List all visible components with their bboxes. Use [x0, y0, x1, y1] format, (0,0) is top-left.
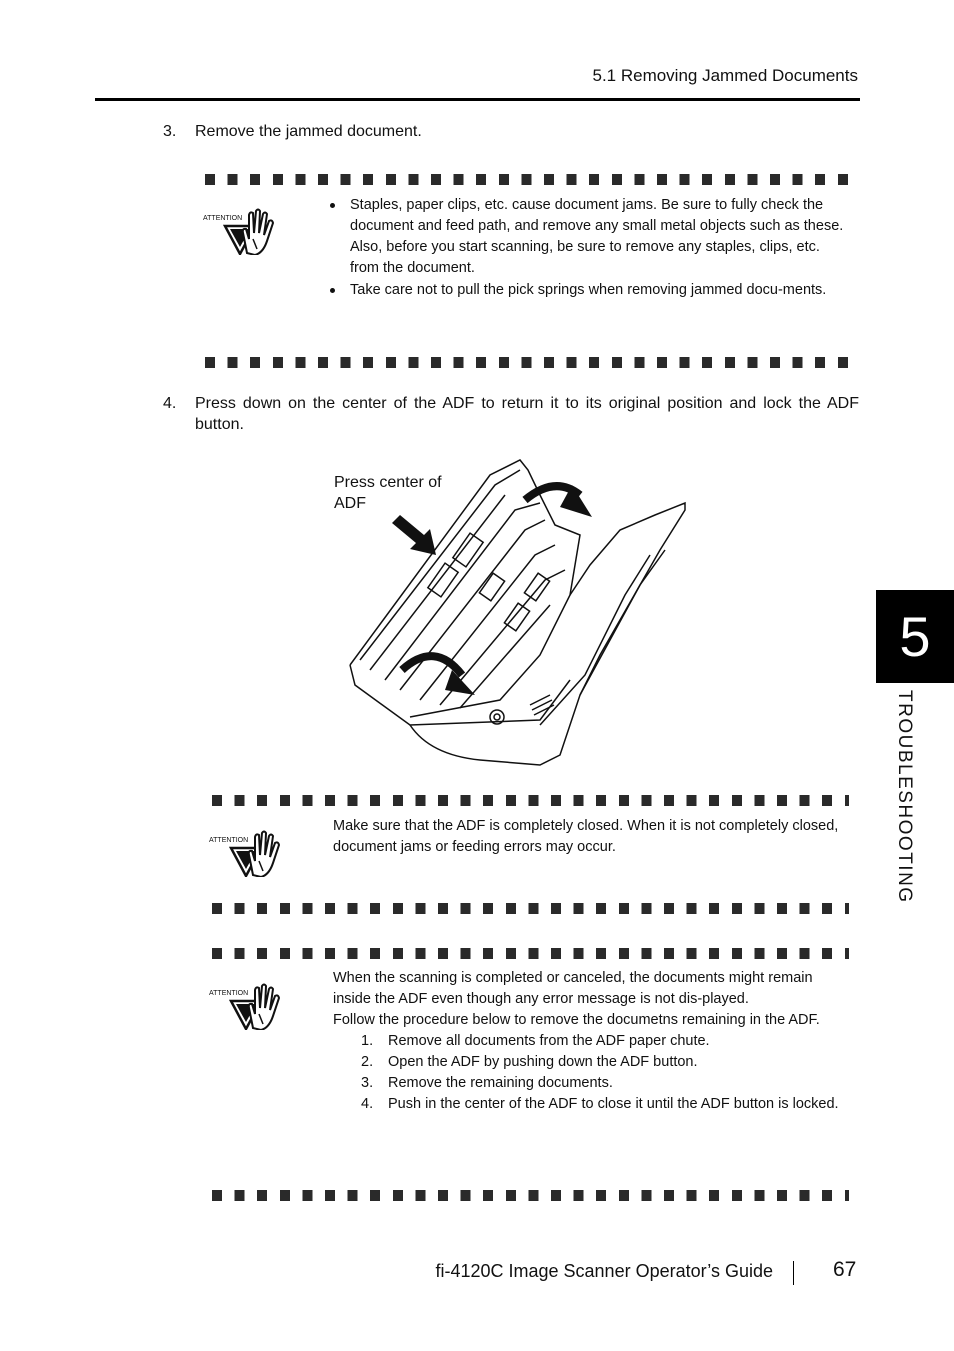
footer-guide-title: fi-4120C Image Scanner Operator’s Guide [435, 1261, 773, 1281]
step-text: Remove the jammed document. [195, 123, 422, 140]
note-bottom-border [212, 1190, 849, 1201]
bullet-item [328, 195, 849, 279]
list-text: Remove the remaining documents. [388, 1075, 613, 1091]
note-paragraph: When the scanning is completed or canceled, the documents might remain inside the ADF even though any error message is not dis-played. [333, 970, 813, 1007]
step-text: Press down on the center of the ADF to return it to its original position and lock the ADF button. [195, 395, 859, 433]
scanner-illustration [340, 455, 690, 770]
note-paragraph: Follow the procedure below to remove the documetns remaining in the ADF. [333, 1012, 820, 1028]
attention-icon-wrap [203, 203, 283, 260]
attention-icon-wrap [209, 978, 289, 1035]
step-3 [163, 121, 859, 143]
chapter-title: TROUBLESHOOTING [894, 690, 915, 904]
list-item [333, 1052, 849, 1073]
attention-label: ATTENTION [209, 837, 249, 844]
list-text: Open the ADF by pushing down the ADF button. [388, 1054, 698, 1070]
note-2-text: Make sure that the ADF is completely closed. When it is not completely closed, document jams or feeding errors may occur. [333, 818, 839, 855]
footer-separator [793, 1261, 794, 1285]
list-number: 3. [361, 1075, 374, 1091]
list-text: Push in the center of the ADF to close it until the ADF button is locked. [388, 1096, 839, 1112]
bullet-item [328, 280, 849, 301]
procedure-list [333, 1031, 849, 1115]
list-item [333, 1031, 849, 1052]
bullet-text: Staples, paper clips, etc. cause document jams. Be sure to fully check the document and feed path, and remove any small metal objects such as these. [350, 197, 844, 234]
bullet-text: Take care not to pull the pick springs when removing jammed docu-ments. [350, 282, 827, 298]
bullet-list [328, 195, 849, 301]
chapter-tab: 5 [876, 590, 954, 683]
bullet-text-2: Also, before you start scanning, be sure to remove any staples, clips, etc. from the document. [350, 239, 820, 276]
header-rule [95, 98, 860, 101]
attention-hand-icon [209, 825, 289, 877]
list-number: 2. [361, 1054, 374, 1070]
list-item [333, 1094, 849, 1115]
attention-hand-icon [203, 203, 283, 255]
note-bottom-border [205, 357, 849, 368]
attention-label: ATTENTION [203, 215, 243, 222]
step-4 [163, 393, 859, 437]
attention-icon-wrap [209, 825, 289, 882]
page-number: 67 [833, 1258, 857, 1281]
arrow-icon [392, 515, 438, 557]
note-top-border [212, 948, 849, 959]
note-bottom-border [212, 903, 849, 914]
note-1-text [328, 195, 849, 302]
attention-label: ATTENTION [209, 990, 249, 997]
list-number: 4. [361, 1096, 374, 1112]
list-item [333, 1073, 849, 1094]
list-text: Remove all documents from the ADF paper chute. [388, 1033, 710, 1049]
note-3-text [333, 968, 849, 1115]
step-number: 4. [163, 395, 177, 412]
note-top-border [205, 174, 849, 185]
section-title: 5.1 Removing Jammed Documents [592, 66, 858, 85]
note-top-border [212, 795, 849, 806]
figure-callout: Press center of ADF [334, 474, 442, 512]
list-number: 1. [361, 1033, 374, 1049]
attention-hand-icon [209, 978, 289, 1030]
step-number: 3. [163, 123, 177, 140]
